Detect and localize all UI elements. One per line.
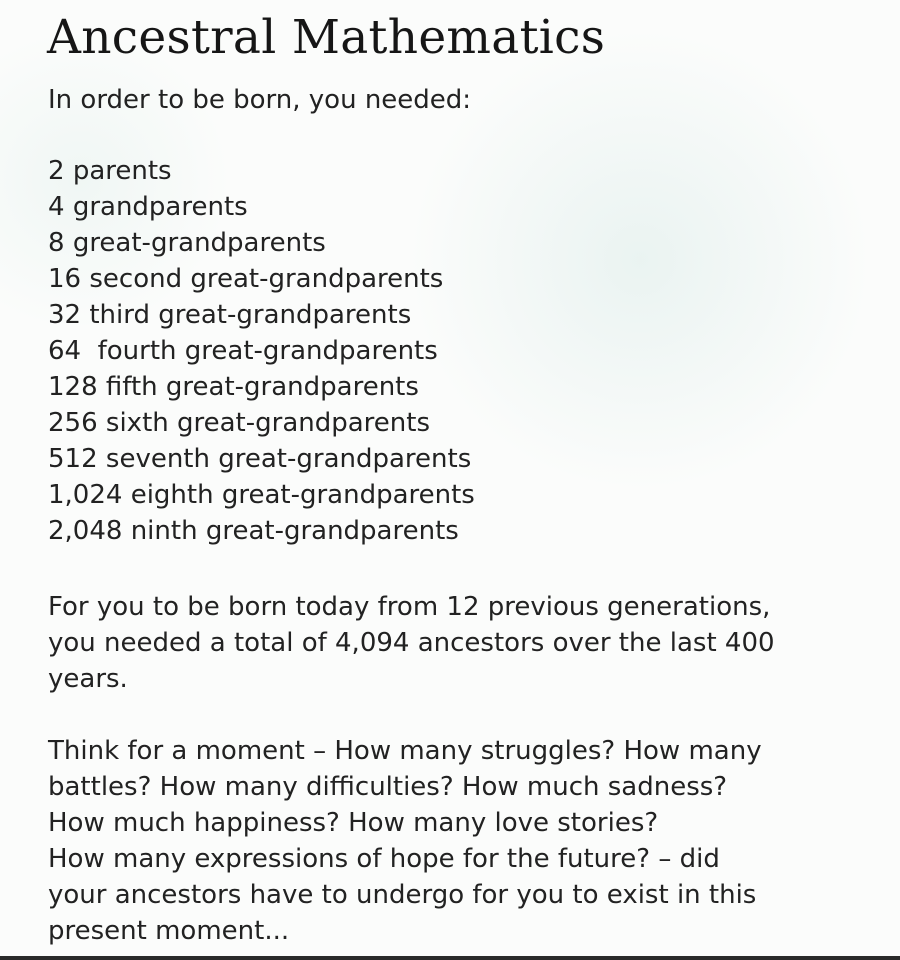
generation-count: 8 xyxy=(48,228,65,258)
reflection-line: How much happiness? How many love stories? xyxy=(48,808,659,838)
generation-count: 64 xyxy=(48,336,82,366)
list-item xyxy=(48,513,475,549)
generation-count: 256 xyxy=(48,408,98,438)
summary-paragraph xyxy=(48,589,878,697)
generation-count: 512 xyxy=(48,444,98,474)
list-item xyxy=(48,369,475,405)
list-item xyxy=(48,189,475,225)
generation-count: 2,048 xyxy=(48,516,123,546)
generation-count: 32 xyxy=(48,300,82,330)
reflection-line: Think for a moment – How many struggles? How many xyxy=(48,736,762,766)
reflection-line: How many expressions of hope for the future? – did xyxy=(48,844,720,874)
generation-list xyxy=(48,153,475,549)
generation-count: 2 xyxy=(48,156,65,186)
reflection-paragraph xyxy=(48,733,878,949)
list-item xyxy=(48,477,475,513)
generation-label: fourth great-grandparents xyxy=(89,336,438,366)
generation-label: great-grandparents xyxy=(72,228,326,258)
list-item xyxy=(48,297,475,333)
generation-label: ninth great-grandparents xyxy=(130,516,459,546)
list-item xyxy=(48,405,475,441)
list-item xyxy=(48,333,475,369)
generation-label: parents xyxy=(72,156,172,186)
list-item xyxy=(48,441,475,477)
generation-count: 16 xyxy=(48,264,82,294)
generation-count: 128 xyxy=(48,372,98,402)
generation-label: fifth great-grandparents xyxy=(105,372,419,402)
generation-label: eighth great-grandparents xyxy=(130,480,475,510)
generation-count: 4 xyxy=(48,192,65,222)
list-item xyxy=(48,261,475,297)
reflection-line: your ancestors have to undergo for you to exist in this xyxy=(48,880,757,910)
summary-line: you needed a total of 4,094 ancestors over the last 400 xyxy=(48,628,775,658)
summary-line: years. xyxy=(48,664,128,694)
reflection-line: present moment... xyxy=(48,916,290,946)
page-title: Ancestral Mathematics xyxy=(47,10,606,65)
generation-label: grandparents xyxy=(72,192,248,222)
list-item xyxy=(48,225,475,261)
intro-text: In order to be born, you needed: xyxy=(48,85,472,115)
generation-label: third great-grandparents xyxy=(89,300,412,330)
bottom-divider xyxy=(0,956,900,960)
generation-label: sixth great-grandparents xyxy=(105,408,431,438)
generation-label: second great-grandparents xyxy=(89,264,444,294)
list-item xyxy=(48,153,475,189)
reflection-line: battles? How many difficulties? How much sadness? xyxy=(48,772,728,802)
generation-label: seventh great-grandparents xyxy=(105,444,472,474)
generation-count: 1,024 xyxy=(48,480,123,510)
summary-line: For you to be born today from 12 previous generations, xyxy=(48,592,771,622)
